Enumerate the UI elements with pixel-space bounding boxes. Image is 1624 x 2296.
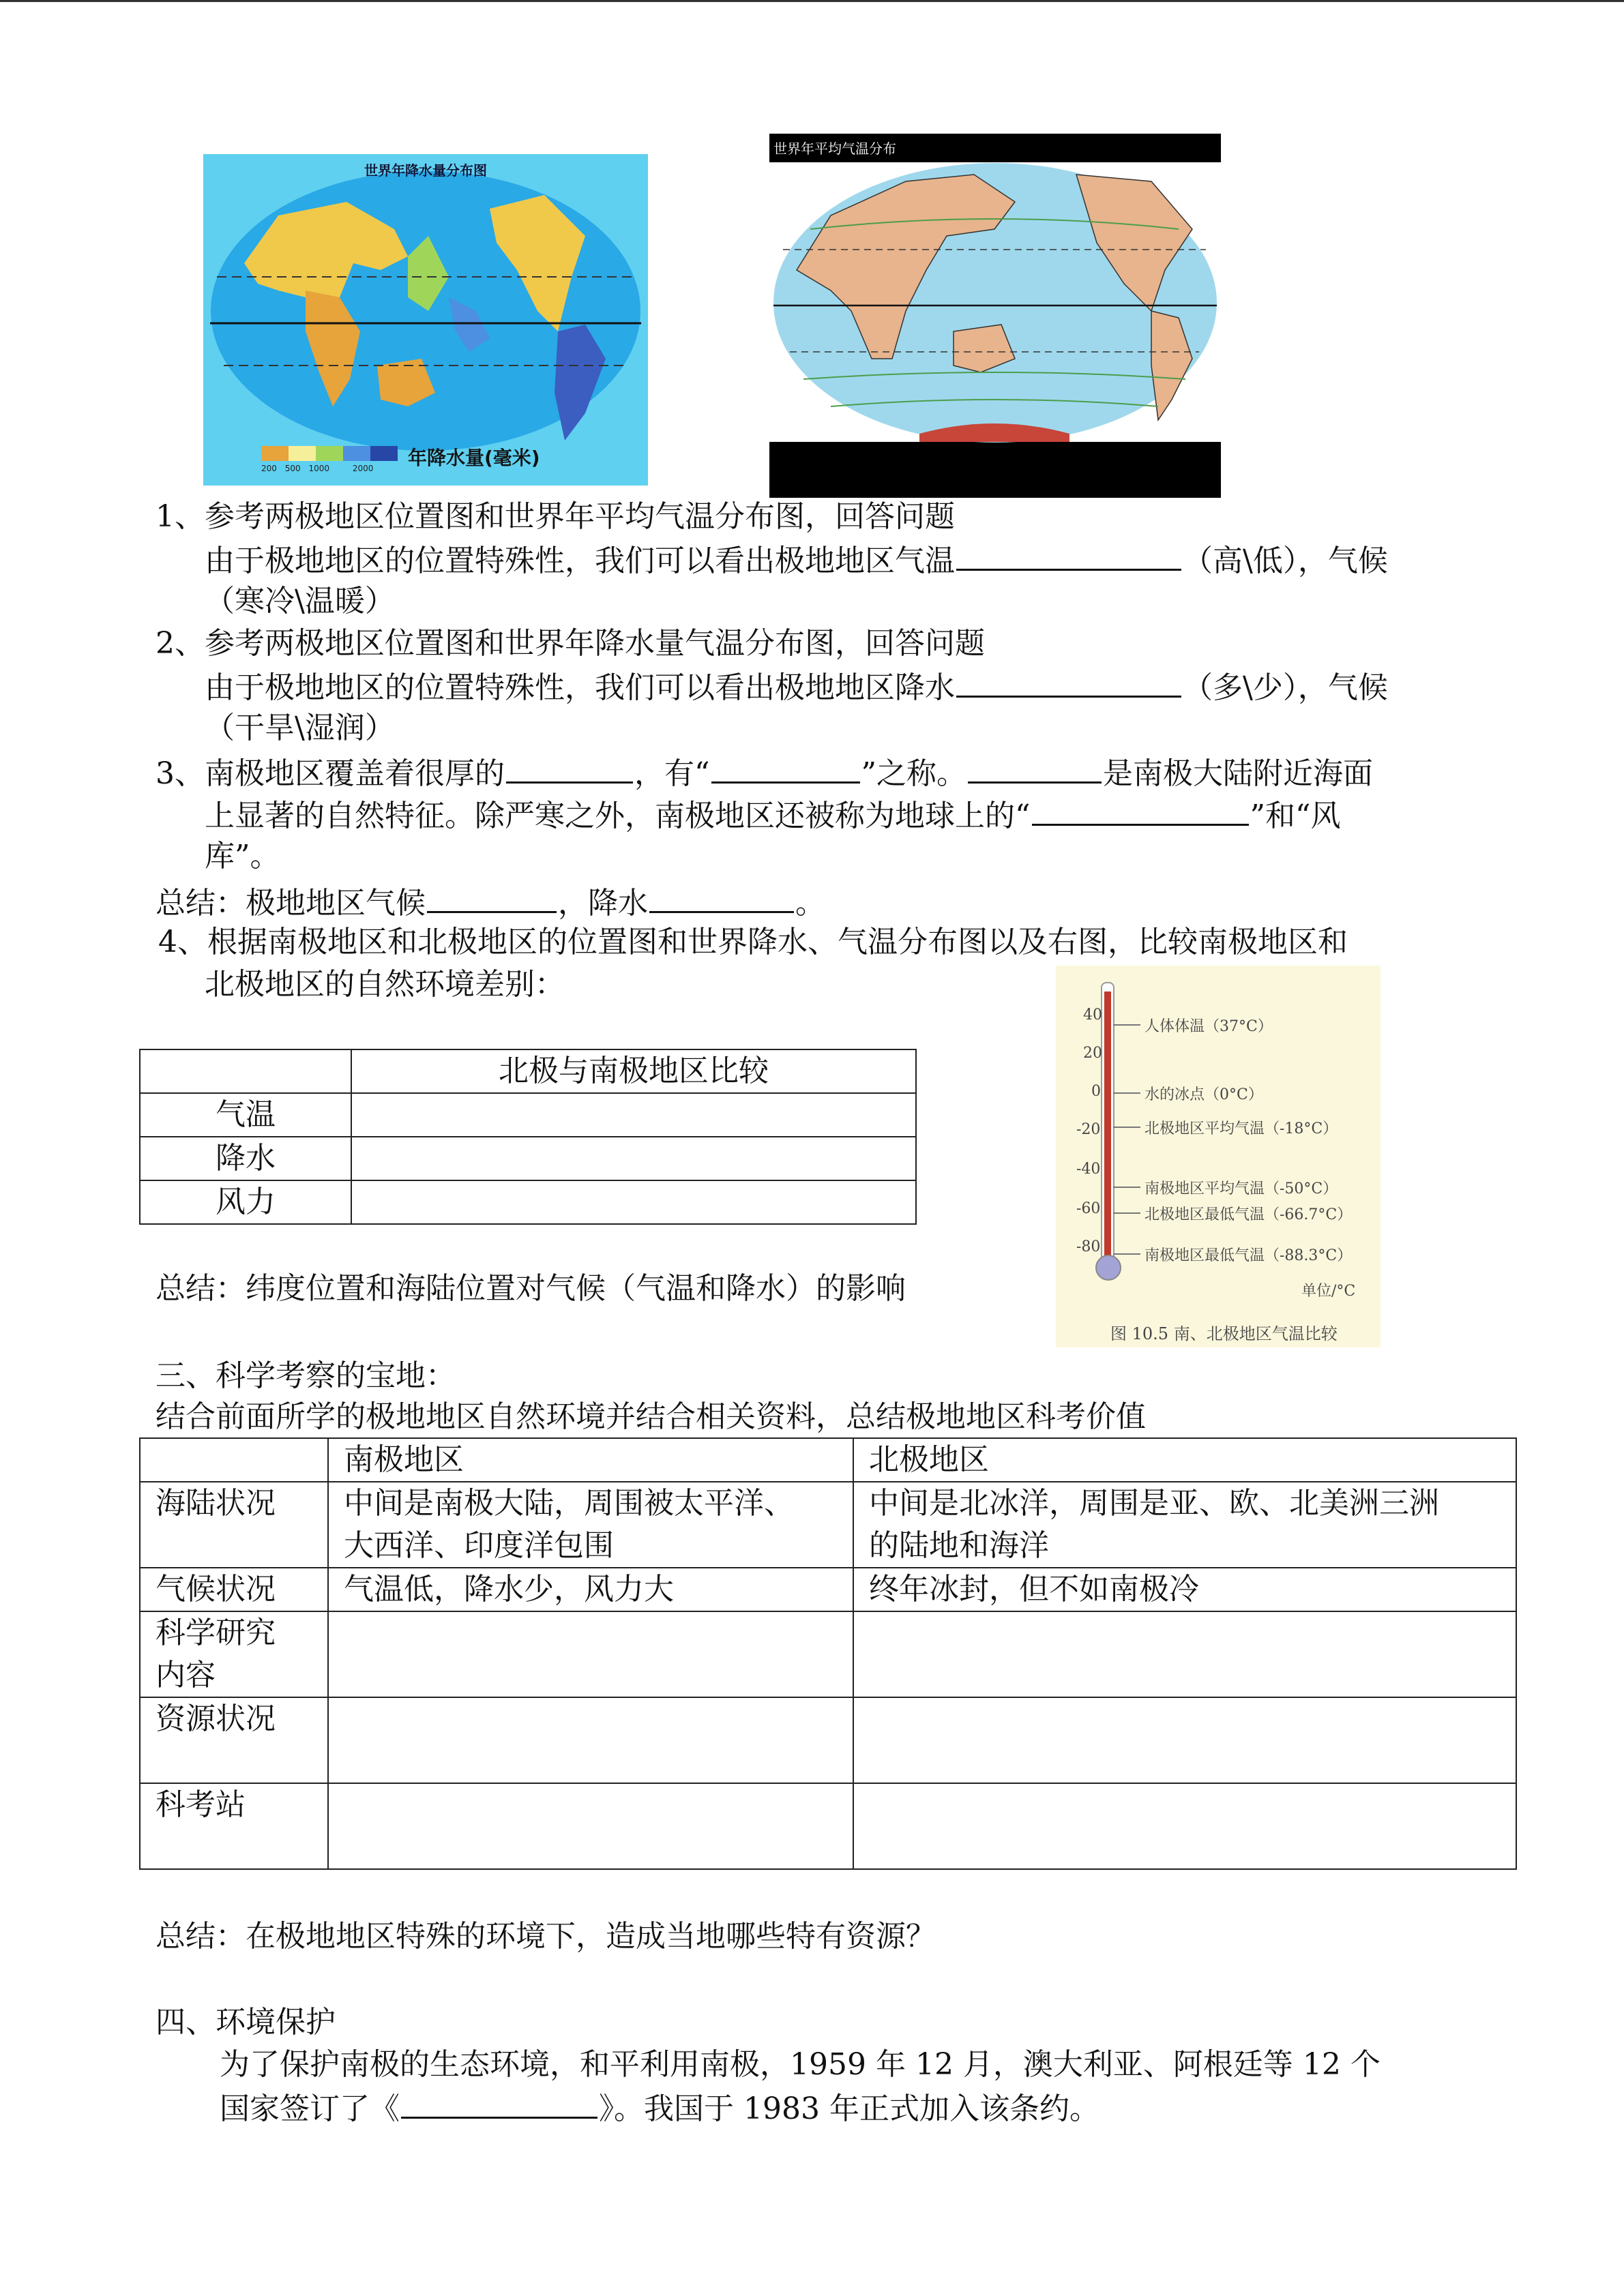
page-top-border [0,0,1624,2]
answer-blank-nickname[interactable] [711,751,860,784]
section-4-text: 》。我国于 1983 年正式加入该条约。 [599,2091,1099,2126]
row-label-land-sea: 海陆状况 [140,1482,328,1568]
summary-1-text: 。 [795,886,825,921]
cell-line: 大西洋、印度洋包围 [344,1528,614,1563]
question-1-heading: 1、参考两极地区位置图和世界年平均气温分布图，回答问题 [156,499,955,534]
legend-value: 2000 [352,464,374,473]
table-row [140,1482,1516,1568]
polar-comparison-table [139,1049,917,1225]
table-row [140,1697,1516,1783]
label-arctic-average: 北极地区平均气温（-18°C） [1145,1120,1338,1137]
cell-line: 内容 [156,1658,216,1693]
tick-label: 40 [1083,1007,1102,1024]
summary-1-text: ，降水 [558,886,648,921]
answer-blank-earth-title[interactable] [1032,794,1249,826]
answer-cell-antarctic-stations[interactable] [328,1783,853,1869]
row-label-wind: 风力 [140,1180,351,1224]
precipitation-map-legend-title: 年降水量(毫米) [408,447,540,469]
comparison-header: 北极与南极地区比较 [351,1049,916,1093]
row-label-stations: 科考站 [140,1783,328,1869]
precipitation-map-title: 世界年降水量分布图 [364,162,487,179]
table-cell [140,1438,328,1482]
cell-line: 中间是北冰洋，周围是亚、欧、北美洲三洲 [869,1486,1439,1521]
question-3-text: ”之称。 [861,756,966,791]
thermometer-figure [1056,966,1381,1347]
pointer-line [1113,1253,1140,1255]
cell-antarctic-climate: 气温低，降水少，风力大 [328,1568,853,1611]
row-label-resources: 资源状况 [140,1697,328,1783]
tick-label: -80 [1076,1238,1101,1255]
thermometer-unit: 单位/°C [1301,1283,1356,1300]
cell-antarctic-land-sea [328,1482,853,1568]
answer-blank-climate[interactable] [427,881,557,913]
tick-label: 20 [1083,1045,1102,1062]
temperature-map-graphic [769,134,1221,498]
legend-value: 200 [261,464,277,473]
answer-blank-rainfall[interactable] [649,881,794,913]
table-row [140,1568,1516,1611]
answer-blank-ice-sheet[interactable] [506,751,633,784]
thermometer-caption: 图 10.5 南、北极地区气温比较 [1110,1324,1338,1343]
answer-cell-arctic-resources[interactable] [853,1697,1516,1783]
tick-label: 0 [1091,1083,1101,1100]
section-3-title: 三、科学考察的宝地： [156,1358,456,1393]
section-4-line-2 [220,2087,1099,2130]
summary-1-text: 总结：极地地区气候 [156,886,426,921]
question-3-line-1 [156,751,1373,794]
row-label-research [140,1611,328,1697]
question-2-text: 由于极地地区的位置特殊性，我们可以看出极地地区降水 [205,670,955,705]
section-3-intro: 结合前面所学的极地地区自然环境并结合相关资料，总结极地地区科考价值 [156,1399,1146,1434]
label-antarctic-average: 南极地区平均气温（-50°C） [1145,1180,1338,1197]
table-row [140,1611,1516,1697]
question-2-options: （多\少），气候 [1183,670,1388,705]
answer-cell-arctic-stations[interactable] [853,1783,1516,1869]
pointer-line [1113,1187,1140,1188]
answer-blank-sea-feature[interactable] [968,751,1102,784]
summary-1 [156,881,825,924]
label-freezing-point: 水的冰点（0°C） [1145,1086,1263,1103]
answer-cell-wind[interactable] [351,1180,916,1224]
question-3-text: ，有“ [634,756,710,791]
question-4-line-2: 北极地区的自然环境差别： [205,967,565,1002]
answer-blank-treaty[interactable] [401,2087,597,2119]
row-label-temperature: 气温 [140,1093,351,1137]
question-1-text: 由于极地地区的位置特殊性，我们可以看出极地地区气温 [205,543,955,578]
pointer-line [1113,1127,1140,1128]
precipitation-legend-values [261,464,373,473]
answer-blank-temperature[interactable] [956,539,1181,571]
question-3-text: 是南极大陆附近海面 [1103,756,1373,791]
question-3-line-3: 库”。 [205,839,280,874]
table-row [140,1049,916,1093]
answer-cell-temperature[interactable] [351,1093,916,1137]
column-header-arctic: 北极地区 [853,1438,1516,1482]
table-row [140,1093,916,1137]
pointer-line [1113,1092,1140,1094]
question-3-text: ”和“风 [1250,799,1341,833]
summary-3: 总结：在极地地区特殊的环境下，造成当地哪些特有资源？ [156,1919,936,1954]
tick-label: -60 [1076,1200,1101,1217]
cell-arctic-climate: 终年冰封，但不如南极冷 [853,1568,1516,1611]
cell-line: 科学研究 [156,1615,276,1650]
question-1-line-2 [205,539,1388,582]
question-2-line-2 [205,666,1388,709]
cell-arctic-land-sea [853,1482,1516,1568]
precipitation-map [203,154,648,486]
answer-blank-precipitation[interactable] [956,666,1181,698]
cell-line: 中间是南极大陆，周围被太平洋、 [344,1486,794,1521]
question-3-text: 上显著的自然特征。除严寒之外，南极地区还被称为地球上的“ [205,799,1031,833]
section-4-line-1: 为了保护南极的生态环境，和平利用南极，1959 年 12 月，澳大利亚、阿根廷等 12 个 [220,2047,1381,2082]
question-2-heading: 2、参考两极地区位置图和世界年降水量气温分布图，回答问题 [156,626,985,661]
question-2-line-3: （干旱\湿润） [205,711,395,745]
pointer-line [1113,1024,1140,1026]
thermometer-bulb [1095,1255,1121,1281]
tick-label: -20 [1076,1121,1101,1138]
question-4-line-1: 4、根据南极地区和北极地区的位置图和世界降水、气温分布图以及右图，比较南极地区和 [158,925,1348,959]
section-4-text: 国家签订了《 [220,2091,400,2126]
question-1-options: （高\低），气候 [1183,543,1388,578]
question-3-line-2 [205,794,1341,837]
question-1-line-3: （寒冷\温暖） [205,584,395,618]
answer-cell-arctic-research[interactable] [853,1611,1516,1697]
pointer-line [1113,1212,1140,1214]
column-header-antarctic: 南极地区 [328,1438,853,1482]
summary-2: 总结：纬度位置和海陆位置对气候（气温和降水）的影响 [156,1271,906,1306]
cell-line: 的陆地和海洋 [869,1528,1049,1563]
table-cell [140,1049,351,1093]
precipitation-map-graphic [203,154,648,486]
row-label-precipitation: 降水 [140,1137,351,1180]
answer-cell-antarctic-resources[interactable] [328,1697,853,1783]
table-row [140,1180,916,1224]
tick-label: -40 [1076,1161,1101,1178]
label-antarctic-minimum: 南极地区最低气温（-88.3°C） [1145,1247,1353,1264]
label-body-temperature: 人体体温（37°C） [1145,1018,1273,1035]
science-value-table [139,1437,1517,1870]
temperature-map-title: 世界年平均气温分布 [773,140,896,157]
legend-value: 500 [284,464,301,473]
row-label-climate: 气候状况 [140,1568,328,1611]
table-row [140,1137,916,1180]
legend-value: 1000 [308,464,330,473]
section-4-title: 四、环境保护 [156,2005,336,2040]
answer-cell-precipitation[interactable] [351,1137,916,1180]
table-row [140,1783,1516,1869]
answer-cell-antarctic-research[interactable] [328,1611,853,1697]
temperature-map [769,134,1221,498]
table-row [140,1438,1516,1482]
thermometer-mercury [1104,992,1111,1264]
question-3-text: 3、南极地区覆盖着很厚的 [156,756,505,791]
label-arctic-minimum: 北极地区最低气温（-66.7°C） [1145,1206,1353,1223]
